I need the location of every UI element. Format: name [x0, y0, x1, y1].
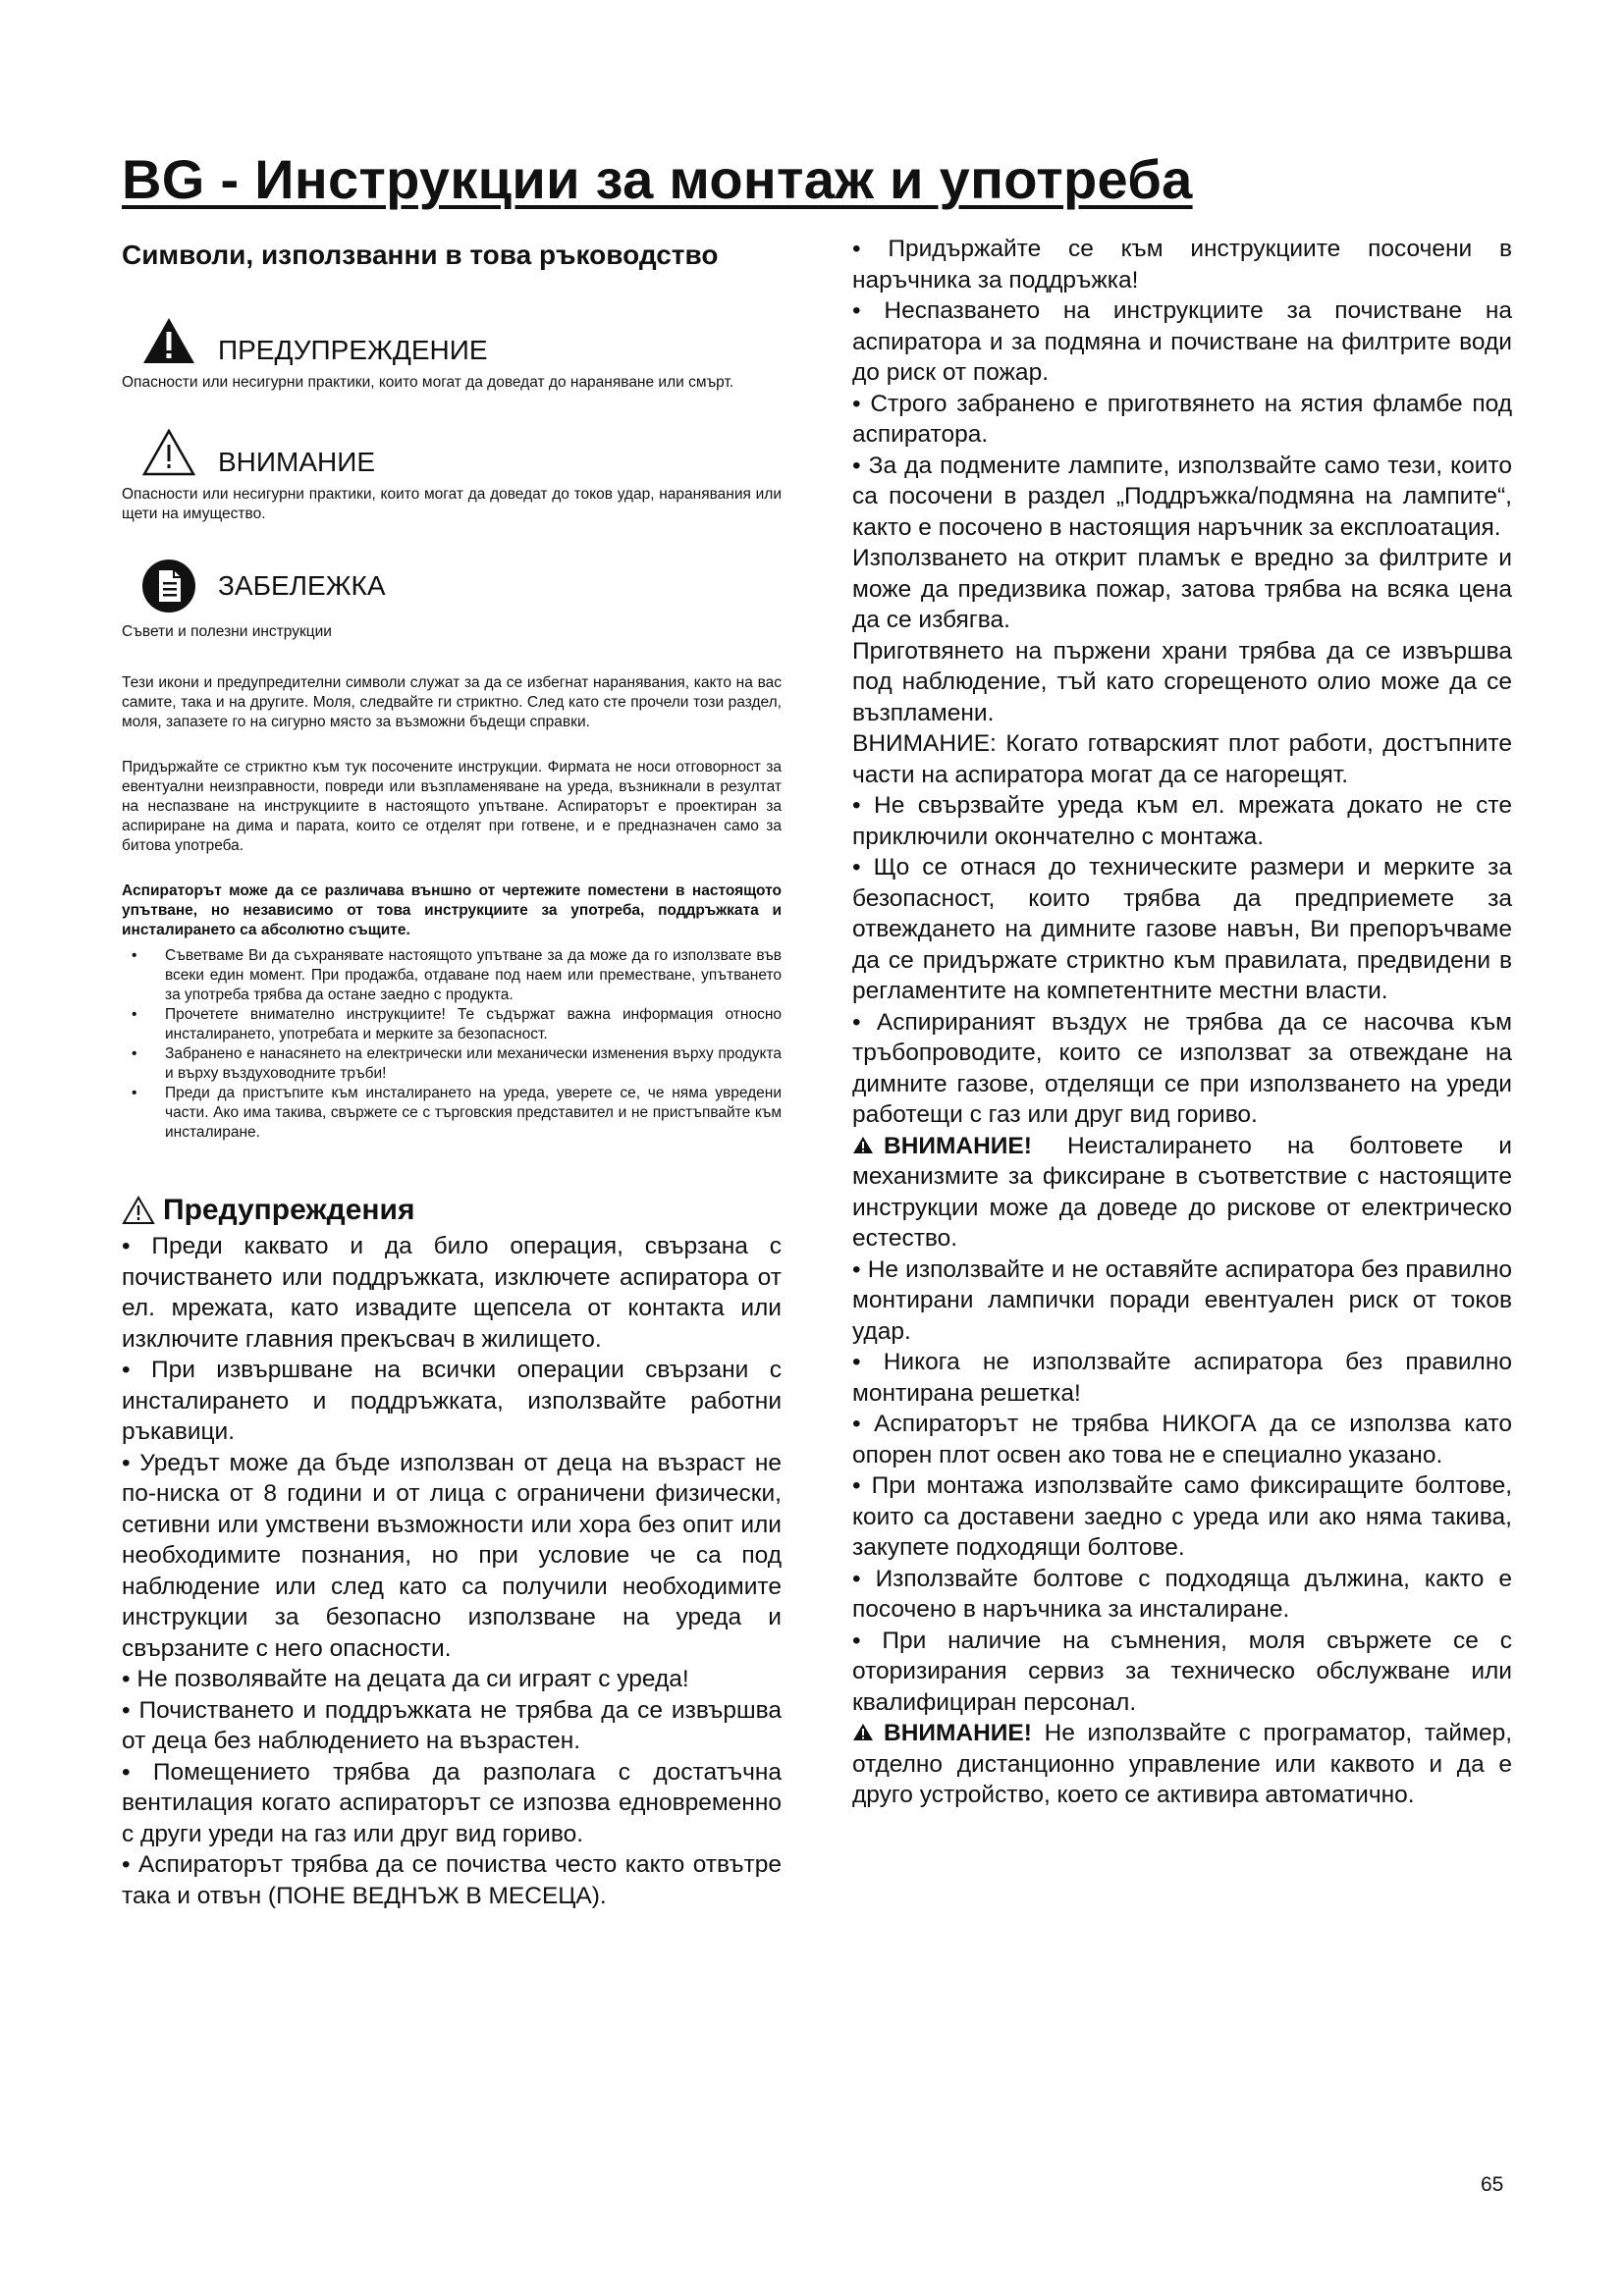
caution-label: ВНИМАНИЕ	[218, 447, 376, 477]
symbols-heading: Символи, използванни в това ръководство	[122, 240, 719, 270]
right-item: • Не използвайте и не оставяйте аспиратора без правилно монтирани лампички поради евентуален риск от токов удар.	[852, 1255, 1512, 1345]
note-label: ЗАБЕЛЕЖКА	[218, 570, 386, 601]
left-item: • Уредът може да бъде използван от деца на възраст не по-ниска от 8 години и от лица с ограничени физически, сетивни или умствени възможности или хора без опит или необходимите познания, но при условие че са под наблюдение или след като са получили необходимите инструкции за безопасно използване на уреда и свързаните с него опасности.	[122, 1449, 782, 1662]
right-warning-2-label: ВНИМАНИЕ!	[884, 1720, 1032, 1746]
warning-outline-icon	[122, 1196, 155, 1225]
warnings-heading-row	[122, 1194, 782, 1227]
right-warning-2-text: Не използвайте с програматор, таймер, отделно дистанционно управление или каквото и да е друго устройство, което се активира автоматично.	[852, 1720, 1513, 1808]
right-warning-2	[852, 1718, 1512, 1811]
right-warning-1	[852, 1131, 1512, 1255]
right-item: • Аспираторът не трябва НИКОГА да се използва като опорен плот освен ако това не е специално указано.	[852, 1411, 1512, 1468]
caution-description: Опасности или несигурни практики, които могат да доведат до токов удар, наранявания или щети на имущество.	[122, 486, 782, 522]
warning-filled-icon	[852, 1136, 874, 1154]
left-item: • Помещението трябва да разполага с достатъчна вентилация когато аспираторът се изпозва едновременно с други уреди на газ или друг вид гориво.	[122, 1758, 782, 1847]
small-bullet: • Преди да пристъпите към инсталирането на уреда, уверете се, че няма увредени части. Ако има такива, свържете се с търговския представител и не пристъпвайте към инсталиране.	[165, 1084, 782, 1143]
right-item: ВНИМАНИЕ: Когато готварският плот работи, достъпните части на аспиратора могат да се нагорещят.	[852, 730, 1512, 788]
right-item: • Аспирираният въздух не трябва да се насочва към тръбопроводите, които се използват за отвеждане на димните газове, отделящи се при използването на уреди работещи с газ или друг вид гориво.	[852, 1008, 1512, 1128]
left-column	[122, 238, 782, 1911]
small-bullet: • Прочетете внимателно инструкциите! Те съдържат важна информация относно инсталирането, употребата и мерките за безопасност.	[165, 1005, 782, 1044]
right-item: • Не свързвайте уреда към ел. мрежата докато не сте приключили окончателно с монтажа.	[852, 792, 1512, 850]
right-item: • Неспазването на инструкциите за почистване на аспиратора и за подмяна и почистване на филтрите води до риск от пожар.	[852, 297, 1512, 386]
right-item: • Използвайте болтове с подходяща дължина, както е посочено в наръчника за инсталиране.	[852, 1565, 1512, 1623]
warning-filled-icon	[141, 316, 196, 365]
right-item: • За да подмените лампите, използвайте само тези, които са посочени в раздел „Поддръжка/подмяна на лампите“, както е посочено в настоящия наръчник за експлоатация.	[852, 452, 1512, 541]
warnings-heading: Предупреждения	[163, 1194, 415, 1226]
right-item: • Придържайте се към инструкциите посочени в наръчника за поддръжка!	[852, 236, 1512, 294]
small-bullet: • Забранено е нанасянето на електрически или механически изменения върху продукта и върху въздуховодните тръби!	[165, 1044, 782, 1084]
note-description: Съвети и полезни инструкции	[122, 623, 332, 640]
right-item: • При монтажа използвайте само фиксиращите болтове, които са доставени заедно с уреда или ако няма такива, закупете подходящи болтове.	[852, 1472, 1512, 1561]
warning-filled-icon	[852, 1723, 874, 1741]
right-warning-1-label: ВНИМАНИЕ!	[884, 1132, 1032, 1159]
note-document-icon	[141, 559, 196, 614]
intro-paragraph-1: Тези икони и предупредителни символи служат за да се избегнат наранявания, както на вас самите, така и на другите. Моля, следвайте ги стриктно. След като сте прочели този раздел, моля, запазете го на сигурно място за възможни бъдещи справки.	[122, 674, 782, 730]
left-item: • Преди каквато и да било операция, свързана с почистването или поддръжката, изключете аспиратора от ел. мрежата, като извадите щепсела от контакта или изключите главния прекъсвач в жилището.	[122, 1233, 782, 1353]
right-item: • Що се отнася до техническите размери и мерките за безопасност, които трябва да предприемете за отвеждането на димните газове навън, Ви препоръчваме да се придържате стриктно към правилата, предвидени в регламентите на компетентните местни власти.	[852, 854, 1512, 1004]
left-item: • При извършване на всички операции свързани с инсталирането и поддръжката, използвайте работни ръкавици.	[122, 1357, 782, 1445]
right-item: Приготвянето на пържени храни трябва да се извършва под наблюдение, тъй като сгорещеното олио може да се възпламени.	[852, 637, 1512, 726]
left-item: • Не позволявайте на децата да си играят с уреда!	[122, 1666, 689, 1692]
small-bullet: • Съветваме Ви да съхранявате настоящото упътване за да може да го използвате във всеки един момент. При продажба, отдаване под наем или преместване, упътването за употреба трябва да остане заедно с продукта.	[165, 946, 782, 1005]
note-row	[141, 554, 782, 618]
right-column	[852, 234, 1512, 1811]
right-item: • Строго забранено е приготвянето на ястия фламбе под аспиратора.	[852, 390, 1512, 448]
intro-paragraph-2: Придържайте се стриктно към тук посочените инструкции. Фирмата не носи отговорност за евентуални неизправности, повреди или възпламеняване на уреда, възникнали в резултат на неспазване на инструкциите в настоящото упътване. Аспираторът е проектиран за аспириране на дима и парата, които се отделят при готвене, и е предназначен само за битова употреба.	[122, 759, 782, 854]
warning-row	[141, 306, 782, 365]
small-bullet-list	[122, 946, 782, 1143]
left-item: • Аспираторът трябва да се почиства често както отвътре така и отвън (ПОНЕ ВЕДНЪЖ В МЕСЕЦА).	[122, 1851, 782, 1909]
left-item: • Почистването и поддръжката не трябва да се извършва от деца без наблюдението на възрастен.	[122, 1696, 782, 1754]
caution-row	[141, 418, 782, 477]
right-item: • При наличие на съмнения, моля свържете се с оторизирания сервиз за техническо обслужване или квалифициран персонал.	[852, 1627, 1512, 1716]
warning-label: ПРЕДУПРЕЖДЕНИЕ	[218, 335, 488, 365]
page-title: BG - Инструкции за монтаж и употреба	[122, 148, 1193, 210]
warning-description: Опасности или несигурни практики, които могат да доведат до нараняване или смърт.	[122, 374, 734, 391]
caution-outline-icon	[141, 428, 196, 477]
right-item: • Никога не използвайте аспиратора без правилно монтирана решетка!	[852, 1349, 1512, 1407]
page-number: 65	[1481, 2173, 1504, 2196]
bold-note: Аспираторът може да се различава външно от чертежите поместени в настоящото упътване, но независимо от това инструкциите за употреба, поддръжката и инсталирането са абсолютно същите.	[122, 882, 782, 938]
right-item: Използването на открит пламък е вредно за филтрите и може да предизвика пожар, затова трябва на всяка цена да се избягва.	[852, 545, 1512, 633]
right-warning-1-text: Неисталирането на болтовете и механизмите за фиксиране в съответствие с настоящите инструкции може да доведе до рискове от електрическо естество.	[852, 1132, 1512, 1252]
